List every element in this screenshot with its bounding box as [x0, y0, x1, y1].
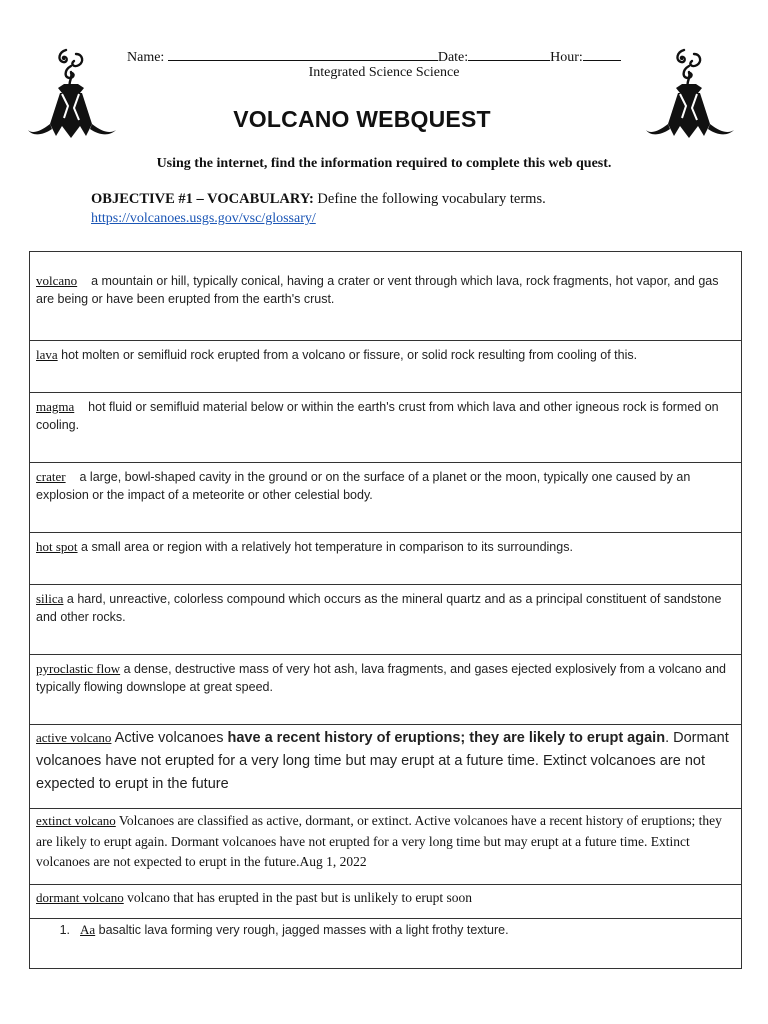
vocab-row — [30, 532, 741, 584]
objective-text: Define the following vocabulary terms. — [317, 191, 546, 207]
instructions: Using the internet, find the information required to complete this web quest. — [156, 156, 612, 171]
vocab-term: pyroclastic flow — [36, 661, 121, 676]
vocab-term: extinct volcano — [36, 813, 116, 828]
vocab-definition: hot molten or semifluid rock erupted from a volcano or fissure, or solid rock resulting from cooling of this. — [61, 348, 638, 362]
vocab-table — [29, 251, 742, 969]
vocab-row — [30, 808, 741, 884]
vocab-definition-bold: have a recent history of eruptions; they are likely to erupt again — [227, 730, 666, 746]
vocab-definition: hot fluid or semifluid material below or within the earth's crust from which lava and other igneous rock is formed on cooling. — [36, 400, 719, 432]
vocab-row — [30, 462, 741, 532]
vocab-definition: a small area or region with a relatively hot temperature in comparison to its surroundings. — [81, 540, 573, 554]
glossary-link[interactable]: https://volcanoes.usgs.gov/vsc/glossary/ — [91, 211, 316, 226]
vocab-row — [30, 392, 741, 462]
vocab-term: magma — [36, 399, 75, 414]
header-fields — [127, 47, 621, 66]
vocab-term: active volcano — [36, 730, 112, 745]
vocab-definition: Volcanoes are classified as active, dormant, or extinct. Active volcanoes have a recent history of eruptions; they are likely to erupt again. Dormant volcanoes have not erupted for a very long time but may erupt at a future time. Extinct volcanoes are not expected to erupt in the future.Aug 1, 2022 — [36, 813, 722, 869]
objective — [91, 191, 546, 208]
name-label: Name: — [127, 50, 165, 65]
vocab-row — [30, 340, 741, 392]
vocab-row — [30, 884, 741, 918]
vocab-definition-lead: Active volcanoes — [114, 730, 228, 746]
vocab-row — [30, 724, 741, 808]
date-blank[interactable] — [468, 47, 550, 61]
vocab-term: crater — [36, 469, 66, 484]
vocab-row — [30, 252, 741, 340]
vocab-definition: volcano that has erupted in the past but is unlikely to erupt soon — [127, 890, 473, 905]
vocab-definition: a dense, destructive mass of very hot ash, lava fragments, and gases ejected explosively from a volcano and typically flowing downslope at great speed. — [36, 662, 727, 694]
list-number: 1. — [59, 923, 70, 937]
vocab-term: hot spot — [36, 539, 78, 554]
vocab-definition: a large, bowl-shaped cavity in the ground or on the surface of a planet or the moon, typically one caused by an explosion or the impact of a meteorite or other celestial body. — [36, 470, 691, 502]
page-title: VOLCANO WEBQUEST — [233, 106, 491, 132]
vocab-row — [30, 654, 741, 724]
vocab-term: lava — [36, 347, 58, 362]
hour-label: Hour: — [550, 50, 583, 65]
vocab-definition-rest: . Dormant volcanoes have not erupted for a very long time but may erupt at a future time. Extinct volcanoes are not expected to erupt in the future — [36, 730, 729, 792]
vocab-term: silica — [36, 591, 64, 606]
vocab-row — [30, 584, 741, 654]
hour-blank[interactable] — [583, 47, 621, 61]
course-subtitle: Integrated Science Science — [308, 65, 460, 80]
objective-label: OBJECTIVE #1 – VOCABULARY: — [91, 191, 314, 207]
vocab-term: dormant volcano — [36, 890, 124, 905]
vocab-definition: a mountain or hill, typically conical, having a crater or vent through which lava, rock fragments, hot vapor, and gas are being or have been erupted from the earth's crust. — [36, 274, 719, 306]
date-label: Date: — [437, 50, 469, 65]
vocab-definition: a hard, unreactive, colorless compound which occurs as the mineral quartz and as a principal constituent of sandstone and other rocks. — [36, 592, 722, 624]
vocab-definition: basaltic lava forming very rough, jagged masses with a light frothy texture. — [98, 923, 509, 937]
vocab-term: volcano — [36, 273, 78, 288]
name-blank[interactable] — [168, 47, 438, 61]
vocab-row — [30, 918, 741, 968]
vocab-term: Aa — [80, 922, 96, 937]
